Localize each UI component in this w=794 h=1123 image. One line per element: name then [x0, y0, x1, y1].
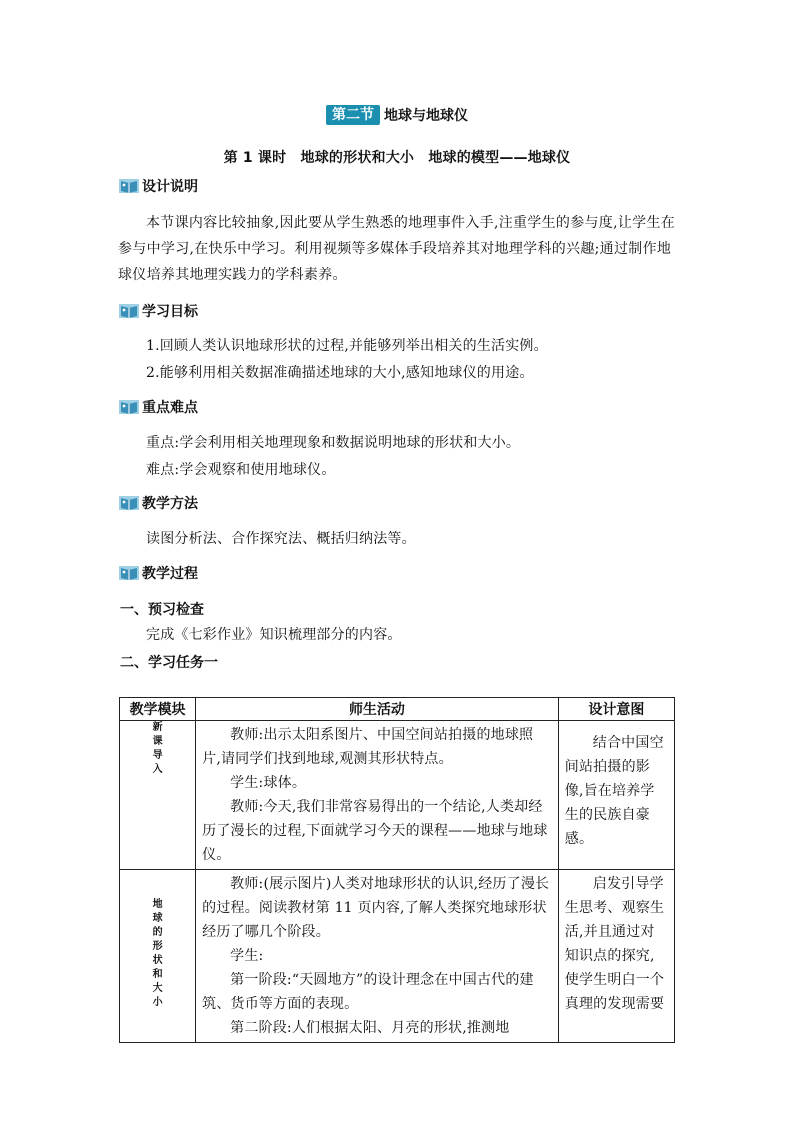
activity-line: 教师:今天,我们非常容易得出的一个结论,人类却经历了漫长的过程,下面就学习今天的课程——地球与地球仪。 [202, 799, 548, 863]
module-char: 和 [152, 969, 163, 980]
activity-line: 第一阶段:“天圆地方”的设计理念在中国古代的建筑、货币等方面的表现。 [202, 972, 534, 1012]
objective-item: 2.能够利用相关数据准确描述地球的大小,感知地球仪的用途。 [146, 365, 534, 381]
module-char: 新 [152, 722, 163, 733]
book-icon [118, 302, 140, 320]
module-char: 球 [152, 913, 163, 924]
module-char: 入 [152, 764, 163, 775]
module-char: 状 [152, 955, 163, 966]
header-intent: 设计意图 [558, 698, 674, 721]
methods-text: 读图分析法、合作探究法、概括归纳法等。 [146, 531, 416, 547]
module-char: 地 [152, 899, 163, 910]
section-badge: 第二节 [326, 105, 380, 125]
header-module: 教学模块 [120, 698, 196, 721]
intent-text: 启发引导学生思考、观察生活,并且通过对知识点的探究,使学生明白一个真理的发现需要 [564, 876, 665, 1012]
heading-process [118, 563, 198, 583]
activity-cell [196, 870, 559, 1043]
activity-cell [196, 721, 559, 870]
intent-cell [558, 721, 674, 870]
heading-objectives [118, 301, 198, 321]
activity-line: 第二阶段:人们根据太阳、月亮的形状,推测地 [230, 1020, 510, 1036]
design-paragraph: 本节课内容比较抽象,因此要从学生熟悉的地理事件入手,注重学生的参与度,让学生在参与中学习,在快乐中学习。利用视频等多媒体手段培养其对地理学科的兴趣;通过制作地球仪培养其地理实践力的学科素养。 [118, 215, 676, 283]
intent-cell [558, 870, 674, 1043]
module-char: 导 [152, 750, 163, 761]
table-header-row [120, 698, 675, 721]
heading-design [118, 176, 198, 196]
module-cell [120, 870, 196, 1043]
module-char: 小 [152, 997, 163, 1008]
objective-item: 1.回顾人类认识地球形状的过程,并能够列举出相关的生活实例。 [146, 338, 548, 354]
table-row [120, 870, 675, 1043]
keypoint-item: 难点:学会观察和使用地球仪。 [146, 462, 336, 478]
intent-text: 结合中国空间站拍摄的影像,旨在培养学生的民族自豪感。 [564, 735, 664, 847]
heading-text: 教学方法 [142, 496, 198, 512]
subheading-task-one: 二、学习任务一 [120, 655, 218, 671]
module-char: 大 [152, 983, 163, 994]
heading-text: 重点难点 [142, 400, 198, 416]
activity-line: 教师:出示太阳系图片、中国空间站拍摄的地球照片,请同学们找到地球,观测其形状特点。 [202, 727, 534, 767]
book-icon [118, 177, 140, 195]
heading-text: 教学过程 [142, 566, 198, 582]
heading-methods [118, 493, 198, 513]
activity-line: 学生: [230, 948, 264, 964]
module-char: 形 [152, 941, 163, 952]
lesson-title: 第 1 课时 地球的形状和大小 地球的模型——地球仪 [223, 150, 571, 166]
section-header [0, 104, 794, 125]
subheading-preview: 一、预习检查 [120, 602, 204, 618]
book-icon [118, 398, 140, 416]
heading-keypoints [118, 397, 198, 417]
activity-line: 学生:球体。 [230, 775, 307, 791]
heading-text: 设计说明 [142, 179, 198, 195]
header-activities: 师生活动 [196, 698, 559, 721]
book-icon [118, 494, 140, 512]
activity-line: 教师:(展示图片)人类对地球形状的认识,经历了漫长的过程。阅读教材第 11 页内容,了解人类探究地球形状经历了哪几个阶段。 [202, 876, 550, 940]
table-row [120, 721, 675, 870]
preview-text: 完成《七彩作业》知识梳理部分的内容。 [146, 627, 402, 643]
teaching-table [119, 697, 675, 1043]
module-char: 的 [152, 927, 163, 938]
book-icon [118, 564, 140, 582]
module-cell [120, 721, 196, 870]
module-char: 课 [152, 736, 163, 747]
heading-text: 学习目标 [142, 304, 198, 320]
section-title: 地球与地球仪 [384, 108, 468, 124]
keypoint-item: 重点:学会利用相关地理现象和数据说明地球的形状和大小。 [146, 435, 521, 451]
